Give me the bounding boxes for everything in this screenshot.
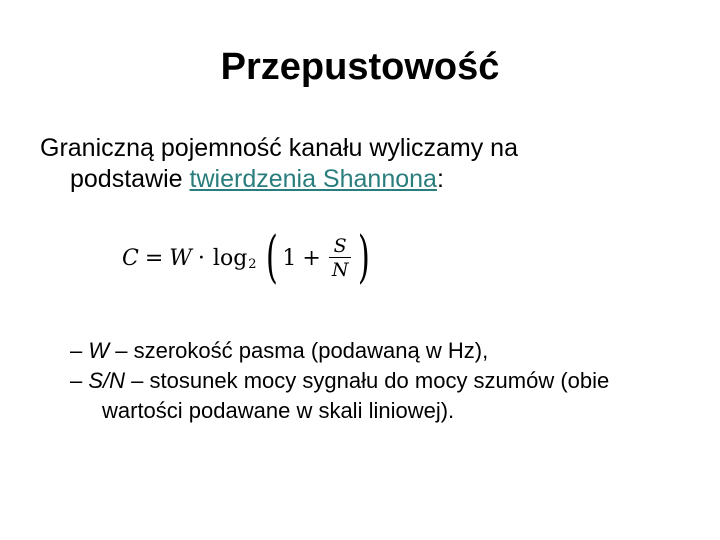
formula-dot: · [197, 245, 205, 271]
formula-left-paren: ( [265, 225, 278, 290]
bullet-symbol: S/N [88, 368, 126, 393]
bullet-text: – stosunek mocy sygnału do mocy szumów (obie wartości podawane w skali liniowej). [102, 368, 610, 423]
intro-colon: : [436, 165, 444, 193]
intro-paragraph [40, 133, 680, 195]
bullet-dash: – [70, 368, 83, 393]
bullet-text: – szerokość pasma (podawaną w Hz), [109, 338, 489, 363]
intro-text-line2: podstawie [70, 165, 190, 193]
formula-fraction [329, 235, 352, 282]
intro-line2 [40, 164, 680, 195]
formula-equals: = [144, 245, 164, 271]
shannon-formula [122, 226, 375, 290]
formula-signal: S [333, 234, 347, 257]
formula-bandwidth: W [169, 245, 192, 271]
formula-log: log [212, 245, 248, 271]
formula-plus: + [302, 245, 321, 271]
formula-log-base: 2 [248, 256, 257, 272]
slide-title: Przepustowość [220, 46, 500, 88]
intro-text-line1: Graniczną pojemność kanału wyliczamy na [40, 134, 518, 162]
bullet-dash: – [70, 338, 83, 363]
bullet-symbol: W [88, 338, 110, 363]
formula-capacity: C [122, 245, 139, 271]
formula-right-paren: ) [358, 225, 371, 290]
definitions-list [70, 336, 670, 426]
formula-one: 1 [282, 245, 297, 271]
shannon-theorem-link[interactable]: twierdzenia Shannona [189, 165, 437, 193]
formula-noise: N [331, 258, 349, 281]
list-item [70, 366, 670, 426]
list-item [70, 336, 670, 366]
